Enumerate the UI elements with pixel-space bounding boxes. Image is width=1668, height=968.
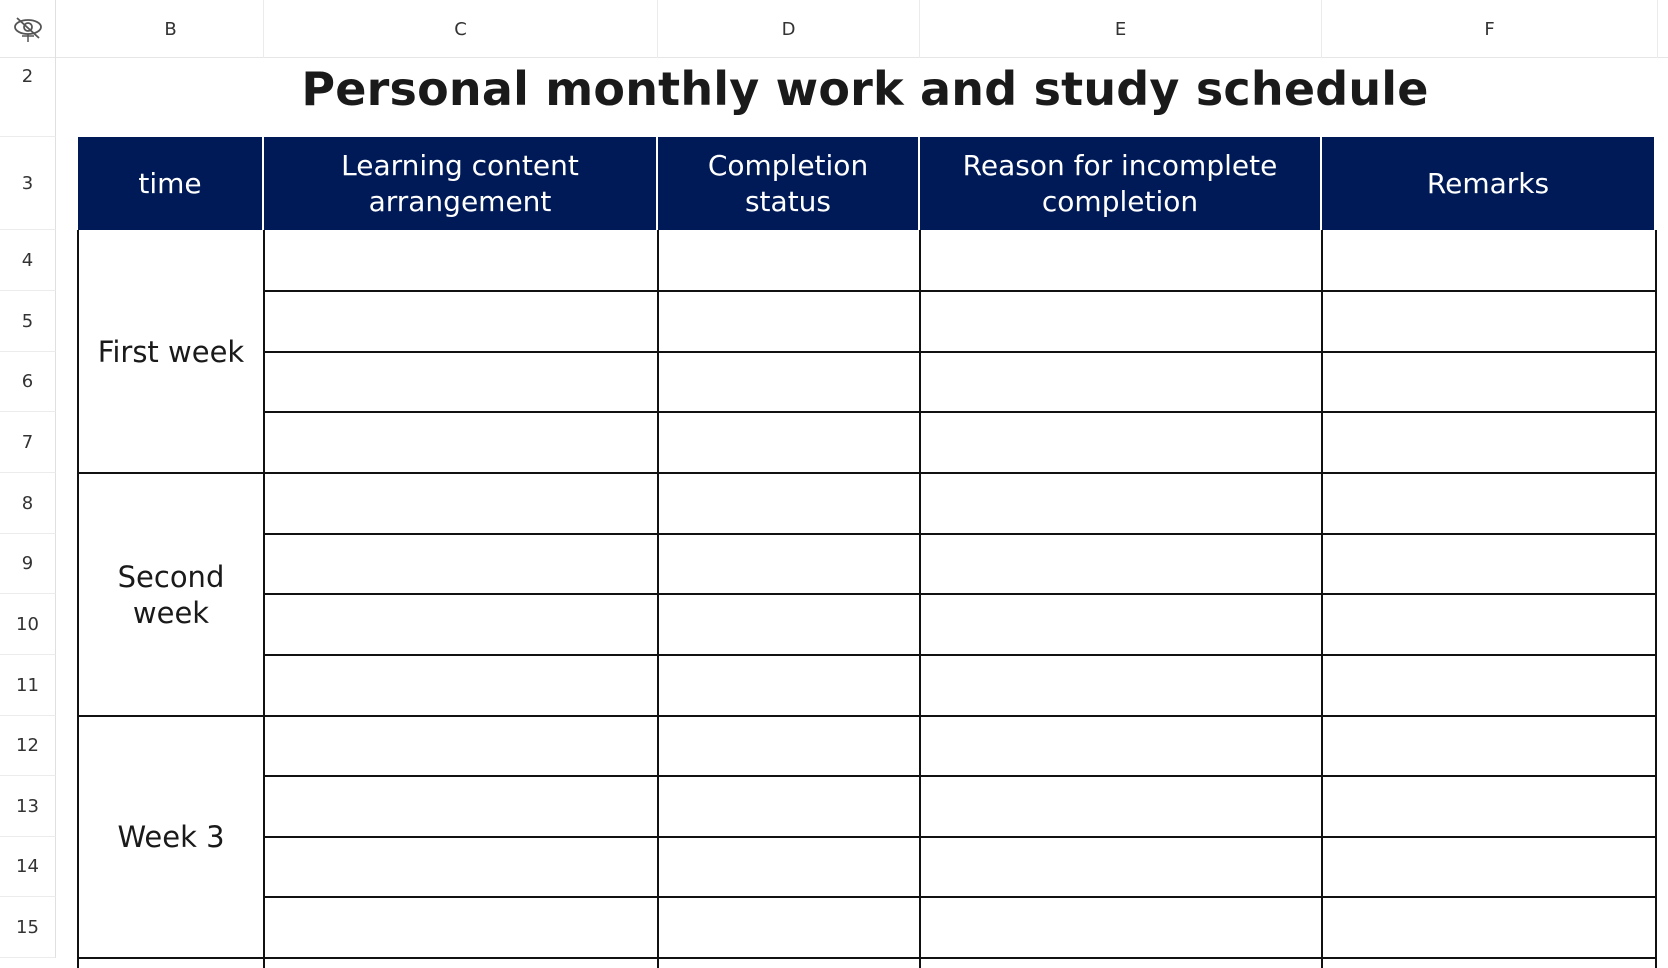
- eye-icon: [11, 12, 45, 46]
- row-header-9[interactable]: 9: [0, 534, 56, 594]
- week-cell-2[interactable]: Second week: [117, 559, 225, 630]
- grid-vline: [919, 230, 921, 968]
- grid-hline: [263, 593, 1657, 595]
- grid-hline: [263, 411, 1657, 413]
- grid-hline: [263, 775, 1657, 777]
- row-header-11[interactable]: 11: [0, 655, 56, 716]
- row-header-3[interactable]: 3: [0, 137, 56, 230]
- row-header-14[interactable]: 14: [0, 837, 56, 897]
- grid-hline: [77, 472, 1657, 474]
- row-header-15[interactable]: 15: [0, 897, 56, 958]
- row-header-2[interactable]: 2: [0, 58, 56, 137]
- grid-hline: [263, 290, 1657, 292]
- week-cell-3[interactable]: Week 3: [117, 820, 225, 854]
- row-header-8[interactable]: 8: [0, 473, 56, 534]
- grid-hline: [263, 654, 1657, 656]
- row-header-6[interactable]: 6: [0, 352, 56, 412]
- row-header-4[interactable]: 4: [0, 230, 56, 291]
- sheet-title: Personal monthly work and study schedule: [301, 61, 1429, 116]
- header-remarks[interactable]: Remarks: [1322, 137, 1654, 230]
- grid-hline: [77, 715, 1657, 717]
- grid-hline: [77, 957, 1657, 959]
- header-completion-status[interactable]: Completion status: [658, 137, 920, 230]
- week-cell-1[interactable]: First week: [97, 334, 245, 369]
- row-header-12[interactable]: 12: [0, 716, 56, 776]
- header-time[interactable]: time: [78, 137, 264, 230]
- grid-vline: [263, 230, 265, 968]
- grid-hline: [263, 836, 1657, 838]
- grid-hline: [263, 351, 1657, 353]
- row-header-7[interactable]: 7: [0, 412, 56, 473]
- row-header-13[interactable]: 13: [0, 776, 56, 837]
- select-all-corner[interactable]: [0, 0, 56, 58]
- row-header-10[interactable]: 10: [0, 594, 56, 655]
- column-header-e[interactable]: E: [920, 0, 1322, 58]
- grid-hline: [263, 533, 1657, 535]
- row-header-5[interactable]: 5: [0, 291, 56, 352]
- grid-vline: [657, 230, 659, 968]
- column-header-row: [0, 0, 1668, 58]
- header-reason-incomplete[interactable]: Reason for incomplete completion: [920, 137, 1322, 230]
- column-header-c[interactable]: C: [264, 0, 658, 58]
- column-header-f[interactable]: F: [1322, 0, 1658, 58]
- grid-vline: [1321, 230, 1323, 968]
- column-header-d[interactable]: D: [658, 0, 920, 58]
- header-learning-content[interactable]: Learning content arrangement: [264, 137, 658, 230]
- grid-vline: [1655, 230, 1657, 968]
- grid-hline: [263, 896, 1657, 898]
- column-header-b[interactable]: B: [78, 0, 264, 58]
- grid-vline: [77, 230, 79, 968]
